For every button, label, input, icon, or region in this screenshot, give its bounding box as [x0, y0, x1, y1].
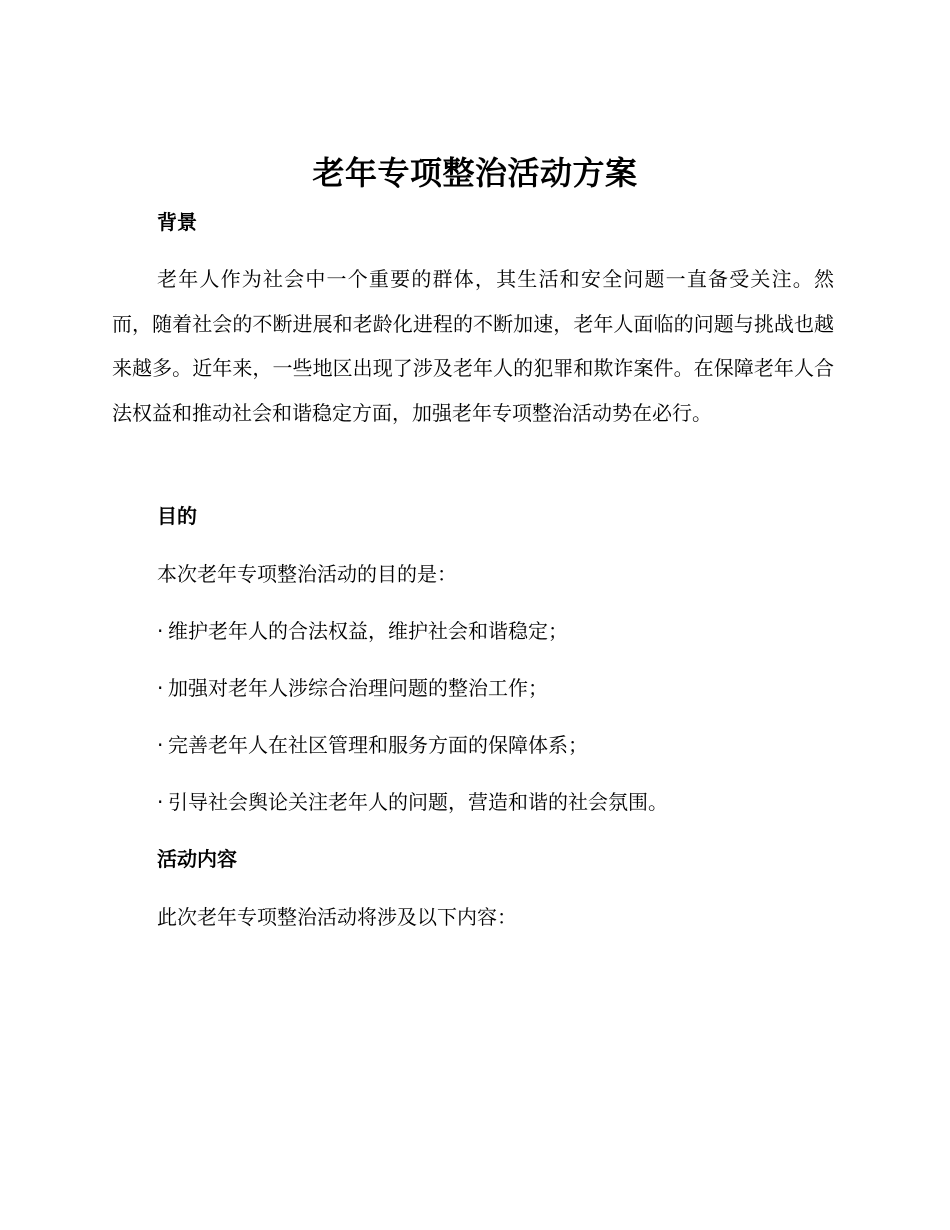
- content-intro: 此次老年专项整治活动将涉及以下内容：: [157, 905, 517, 929]
- bullet-text: 引导社会舆论关注老年人的问题，营造和谐的社会氛围。: [168, 790, 668, 814]
- bullet-dot: ·: [157, 733, 164, 757]
- document-title: 老年专项整治活动方案: [312, 154, 638, 192]
- bullet-text: 加强对老年人涉综合治理问题的整治工作；: [168, 676, 548, 700]
- bullet-dot: ·: [157, 619, 164, 643]
- bullet-dot: ·: [157, 790, 164, 814]
- section-heading-background: 背景: [157, 210, 197, 234]
- bullet-text: 维护老年人的合法权益，维护社会和谐稳定；: [168, 619, 568, 643]
- background-paragraph: 老年人作为社会中一个重要的群体，其生活和安全问题一直备受关注。然而，随着社会的不断进展和老龄化进程的不断加速，老年人面临的问题与挑战也越来越多。近年来，一些地区出现了涉及老年人的犯罪和欺诈案件。在保障老年人合法权益和推动社会和谐稳定方面，加强老年专项整治活动势在必行。: [112, 267, 834, 425]
- purpose-bullet-item: [157, 731, 588, 759]
- bullet-dot: ·: [157, 676, 164, 700]
- section-heading-content: 活动内容: [157, 847, 237, 871]
- bullet-text: 完善老年人在社区管理和服务方面的保障体系；: [168, 733, 588, 757]
- purpose-bullet-item: [157, 788, 668, 816]
- purpose-intro: 本次老年专项整治活动的目的是：: [157, 562, 457, 586]
- purpose-bullet-item: [157, 674, 548, 702]
- purpose-bullet-item: [157, 617, 568, 645]
- section-heading-purpose: 目的: [157, 504, 197, 528]
